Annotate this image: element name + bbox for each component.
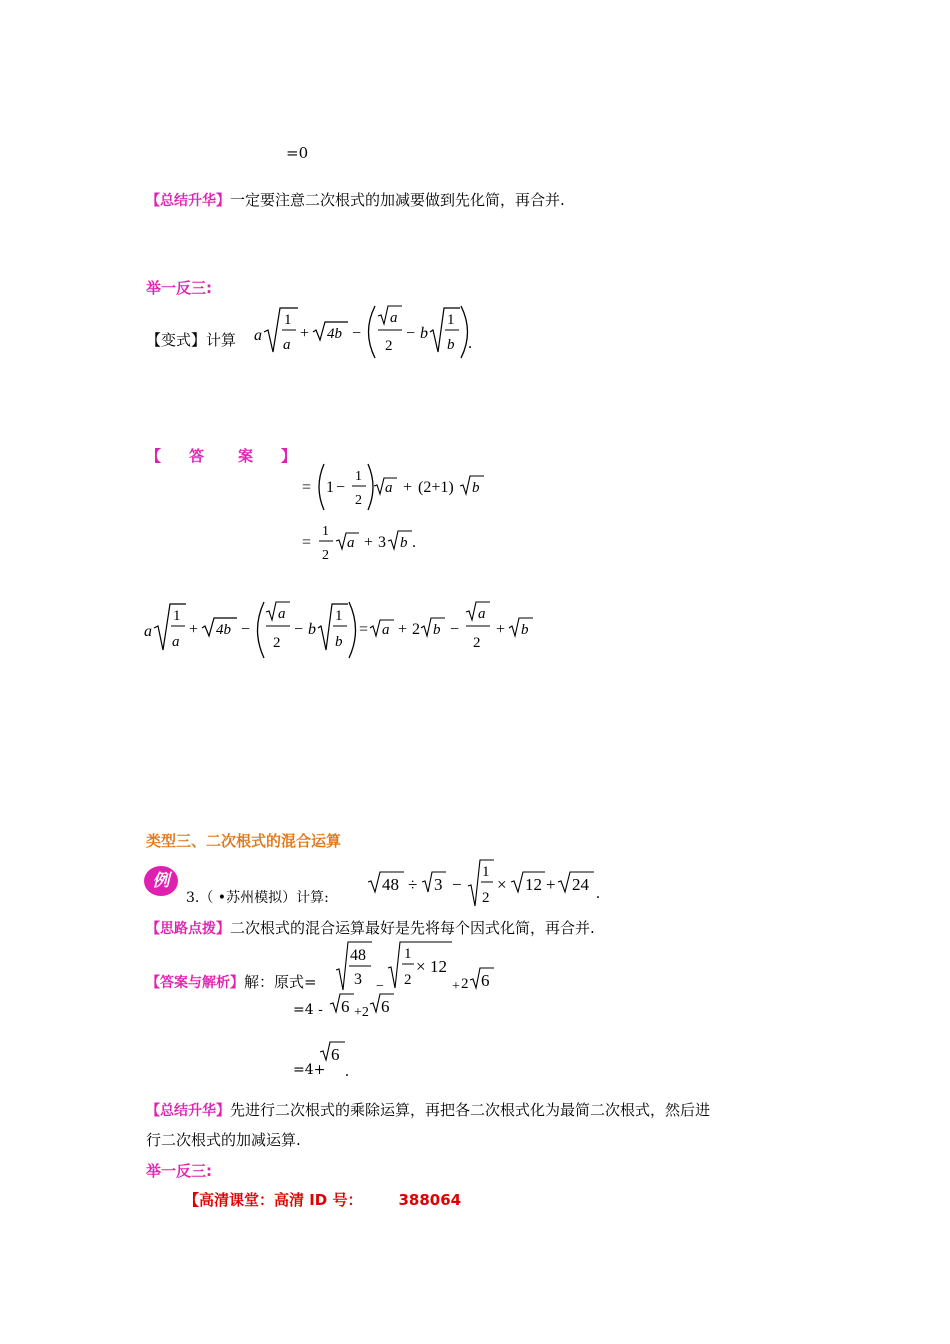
example-badge: 例 bbox=[144, 866, 178, 896]
answer-expansion bbox=[142, 598, 542, 662]
math-6: 6 bbox=[481, 971, 490, 990]
hint-tag: 【思路点拨】 bbox=[146, 921, 230, 937]
summary-text-line-1: 先进行二次根式的乘除运算，再把各二次根式化为最简二次根式，然后进 bbox=[230, 1101, 711, 1119]
math-a: a bbox=[385, 480, 393, 496]
summary-text-line-2: 行二次根式的加减运算. bbox=[146, 1131, 301, 1149]
math-eq: = bbox=[302, 479, 312, 496]
math-minus: − bbox=[241, 621, 251, 638]
math-a: a bbox=[172, 634, 180, 650]
math-b: b bbox=[400, 535, 408, 551]
math-a: a bbox=[144, 623, 152, 640]
solution-step-2 bbox=[328, 992, 398, 1022]
math-2: 2 bbox=[322, 548, 329, 563]
math-4b: 4b bbox=[216, 622, 231, 638]
summary-tag: 【总结升华】 bbox=[146, 1103, 230, 1119]
math-1: 1 bbox=[404, 946, 412, 962]
math-2: 2 bbox=[482, 890, 490, 906]
math-a: a bbox=[278, 606, 286, 622]
math-1: 1 bbox=[447, 312, 455, 328]
answer-char-2: 案 bbox=[238, 447, 254, 465]
math-2: 2 bbox=[355, 493, 362, 508]
solution-intro bbox=[146, 972, 317, 993]
math-dot: . bbox=[468, 335, 472, 352]
math-2: 2 bbox=[273, 635, 281, 651]
math-6: 6 bbox=[341, 997, 350, 1016]
solution-text: 解：原式= bbox=[244, 973, 317, 991]
math-dot: . bbox=[596, 885, 600, 902]
answer-bracket-open: 【 bbox=[146, 447, 162, 465]
math-minus: − bbox=[376, 979, 384, 994]
math-plus: + bbox=[398, 621, 408, 638]
hd-label: 【高清课堂：高清 ID 号： bbox=[184, 1191, 363, 1209]
math-3: 3 bbox=[434, 875, 443, 894]
math-1: 1 bbox=[173, 608, 181, 624]
math-times: × bbox=[497, 875, 507, 894]
math-6: 6 bbox=[381, 997, 390, 1016]
math-12: 12 bbox=[525, 875, 542, 894]
math-b: b bbox=[521, 622, 529, 638]
math-times: × bbox=[416, 957, 426, 976]
math-plus: + bbox=[364, 534, 374, 551]
solution-step-3-prefix: =4+ bbox=[293, 1062, 326, 1078]
variant-tag: 【变式】 bbox=[146, 331, 207, 349]
solution-step-3 bbox=[318, 1040, 358, 1080]
math-plus: + bbox=[300, 325, 310, 342]
math-2: 2 bbox=[412, 621, 420, 638]
answer-bracket-close: 】 bbox=[281, 447, 297, 465]
answer-step-2 bbox=[300, 515, 440, 569]
summary-paragraph-1 bbox=[146, 190, 565, 211]
answer-step-1 bbox=[300, 460, 500, 514]
math-plus: + bbox=[403, 479, 413, 496]
practice-heading-2: 举一反三: bbox=[146, 1162, 212, 1180]
math-plus-2: +2 bbox=[354, 1005, 369, 1020]
math-b: b bbox=[472, 480, 480, 496]
math-plus: + bbox=[496, 621, 506, 638]
math-minus: − bbox=[352, 325, 362, 342]
math-a: a bbox=[390, 310, 398, 326]
math-1: 1 bbox=[335, 608, 343, 624]
math-3: 3 bbox=[378, 534, 386, 551]
math-48: 48 bbox=[382, 875, 399, 894]
math-a: a bbox=[382, 622, 390, 638]
solution-step-1 bbox=[334, 940, 504, 994]
math-eq: = bbox=[302, 534, 312, 551]
math-1: 1 bbox=[355, 469, 362, 484]
answer-char-1: 答 bbox=[189, 447, 205, 465]
math-2: 2 bbox=[461, 976, 469, 992]
practice-heading-1: 举一反三: bbox=[146, 279, 212, 297]
math-plus: + bbox=[189, 621, 199, 638]
answer-tag bbox=[146, 445, 296, 466]
math-b: b bbox=[447, 337, 455, 353]
math-a: a bbox=[347, 535, 355, 551]
math-a: a bbox=[283, 337, 291, 353]
hd-classroom-line bbox=[184, 1189, 461, 1210]
summary-tag: 【总结升华】 bbox=[146, 193, 230, 209]
result-zero: =0 bbox=[286, 144, 309, 162]
hint-paragraph bbox=[146, 918, 595, 939]
math-b: b bbox=[335, 634, 343, 650]
math-12: 12 bbox=[430, 957, 447, 976]
math-minus: − bbox=[294, 621, 304, 638]
math-a: a bbox=[254, 327, 262, 344]
math-b: b bbox=[308, 621, 316, 638]
math-1: 1 bbox=[322, 524, 329, 539]
math-a: a bbox=[478, 606, 486, 622]
math-plus: + bbox=[452, 979, 460, 994]
math-div: ÷ bbox=[408, 875, 418, 894]
section-title: 类型三、二次根式的混合运算 bbox=[146, 832, 342, 850]
variant-text: 计算 bbox=[206, 331, 237, 349]
math-1: 1 bbox=[284, 312, 292, 328]
variant-label bbox=[146, 330, 236, 350]
math-1: 1 bbox=[326, 479, 334, 496]
example-label: 3.（ •苏州模拟）计算: bbox=[186, 890, 329, 906]
solution-step-2-prefix: =4 - bbox=[293, 1002, 323, 1018]
summary-paragraph-2 bbox=[146, 1100, 710, 1121]
math-48: 48 bbox=[350, 947, 366, 964]
example-expression bbox=[366, 858, 606, 910]
math-3: 3 bbox=[354, 971, 362, 988]
math-b: b bbox=[433, 622, 441, 638]
math-2-plus-1: (2+1) bbox=[418, 479, 454, 496]
math-2: 2 bbox=[404, 972, 412, 988]
math-1: 1 bbox=[482, 864, 490, 880]
math-plus: + bbox=[546, 875, 556, 894]
solution-tag: 【答案与解析】 bbox=[146, 975, 244, 991]
math-minus: − bbox=[406, 325, 416, 342]
math-b: b bbox=[420, 325, 428, 342]
variant-expression bbox=[250, 302, 480, 362]
summary-text: 一定要注意二次根式的加减要做到先化简，再合并. bbox=[230, 191, 565, 209]
math-24: 24 bbox=[572, 875, 589, 894]
hd-id: 388064 bbox=[398, 1191, 462, 1209]
math-2: 2 bbox=[385, 338, 393, 354]
math-2: 2 bbox=[473, 635, 481, 651]
math-eq: = bbox=[359, 621, 369, 638]
math-4b: 4b bbox=[327, 326, 342, 342]
math-minus: − bbox=[452, 875, 462, 894]
math-6: 6 bbox=[331, 1045, 340, 1064]
hint-text: 二次根式的混合运算最好是先将每个因式化简，再合并. bbox=[230, 919, 595, 937]
math-minus: − bbox=[336, 479, 346, 496]
math-dot: . bbox=[345, 1063, 349, 1080]
math-dot: . bbox=[412, 534, 416, 551]
math-minus: − bbox=[450, 621, 460, 638]
